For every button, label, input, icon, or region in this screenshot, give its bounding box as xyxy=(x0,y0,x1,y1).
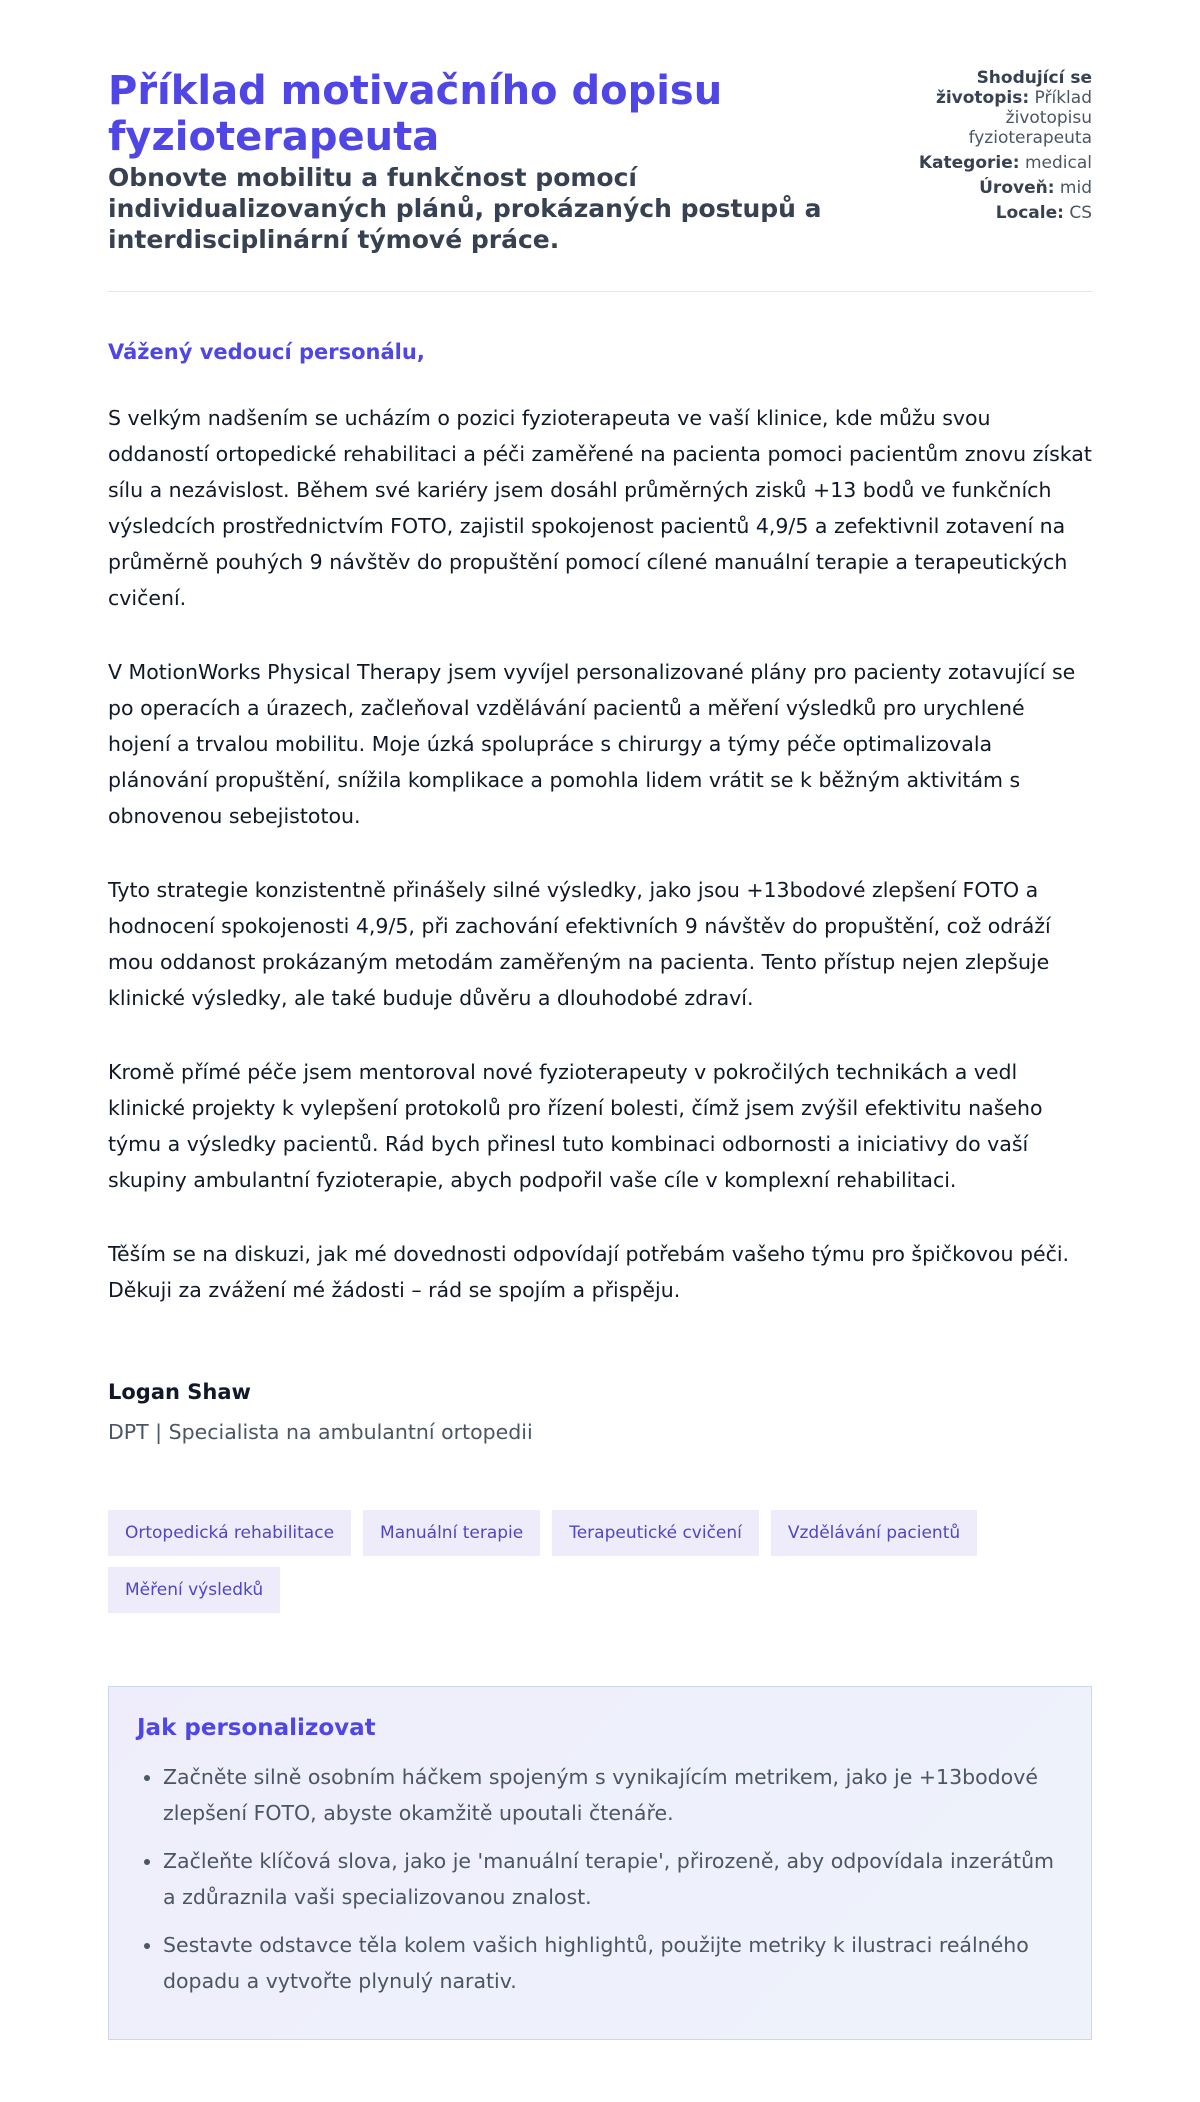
tip-item: • Sestavte odstavce těla kolem vašich highlightů, použijte metriky k ilustraci reálného dopadu a vytvořte plynulý narativ. xyxy=(163,1927,1063,1999)
signature-name: Logan Shaw xyxy=(108,1380,251,1404)
meta-level-value: mid xyxy=(1059,178,1092,198)
tip-item: • Začleňte klíčová slova, jako je 'manuální terapie', přirozeně, aby odpovídala inzerátům a zdůraznila vaši specializovanou znalost. xyxy=(163,1843,1063,1915)
letter-paragraph: V MotionWorks Physical Therapy jsem vyvíjel personalizované plány pro pacienty zotavující se po operacích a úrazech, začleňoval vzdělávání pacientů a měření výsledků pro urychlené hojení a trvalou mobilitu. Moje úzká spolupráce s chirurgy a týmy péče optimalizovala plánování propuštění, snížila komplikace a pomohla lidem vrátit se k běžným aktivitám s obnovenou sebejistotou. xyxy=(108,660,1076,828)
skill-tag: Vzdělávání pacientů xyxy=(771,1510,977,1556)
meta-category-label: Kategorie: xyxy=(918,153,1020,173)
title-block xyxy=(108,68,868,255)
meta-category-value: medical xyxy=(1024,153,1092,173)
meta-locale-value: CS xyxy=(1069,203,1092,223)
letter-paragraph: Těším se na diskuzi, jak mé dovednosti odpovídají potřebám vašeho týmu pro špičkovou péči. Děkuji za zvážení mé žádosti – rád se spojím a přispěju. xyxy=(108,1242,1070,1302)
page-subtitle: Obnovte mobilitu a funkčnost pomocí individualizovaných plánů, prokázaných postupů a interdisciplinární týmové práce. xyxy=(108,163,822,254)
letter-greeting: Vážený vedoucí personálu, xyxy=(108,340,425,364)
meta-level xyxy=(892,178,1092,198)
meta-resume-value: Příklad životopisu fyzioterapeuta xyxy=(968,88,1092,148)
meta-locale xyxy=(892,203,1092,223)
letter-paragraph: Tyto strategie konzistentně přinášely silné výsledky, jako jsou +13bodové zlepšení FOTO a hodnocení spokojenosti 4,9/5, při zachování efektivních 9 návštěv do propuštění, což odráží mou oddanost prokázaným metodám zaměřeným na pacienta. Tento přístup nejen zlepšuje klinické výsledky, ale také buduje důvěru a dlouhodobé zdraví. xyxy=(108,878,1051,1010)
meta-level-label: Úroveň: xyxy=(979,178,1055,198)
meta-resume-label: Shodující se životopis: xyxy=(935,68,1092,108)
header-divider xyxy=(108,291,1092,292)
page-title: Příklad motivačního dopisu fyzioterapeuta xyxy=(108,68,723,160)
skill-tags xyxy=(108,1510,1098,1613)
signature-title: DPT | Specialista na ambulantní ortopedii xyxy=(108,1420,533,1444)
meta-category xyxy=(892,153,1092,173)
meta-panel xyxy=(892,68,1092,228)
header xyxy=(108,68,1092,255)
letter-paragraph: S velkým nadšením se ucházím o pozici fyzioterapeuta ve vaší klinice, kde můžu svou oddaností ortopedické rehabilitaci a péči zaměřené na pacienta pomoci pacientům znovu získat sílu a nezávislost. Během své kariéry jsem dosáhl průměrných zisků +13 bodů ve funkčních výsledcích prostřednictvím FOTO, zajistil spokojenost pacientů 4,9/5 a zefektivnil zotavení na průměrně pouhých 9 návštěv do propuštění pomocí cílené manuální terapie a terapeutických cvičení. xyxy=(108,406,1092,610)
tips-title: Jak personalizovat xyxy=(137,1715,376,1741)
letter-paragraph: Kromě přímé péče jsem mentoroval nové fyzioterapeuty v pokročilých technikách a vedl klinické projekty k vylepšení protokolů pro řízení bolesti, čímž jsem zvýšil efektivitu našeho týmu a výsledky pacientů. Rád bych přinesl tuto kombinaci odbornosti a iniciativy do vaší skupiny ambulantní fyzioterapie, abych podpořil vaše cíle v komplexní rehabilitaci. xyxy=(108,1060,1043,1192)
skill-tag: Terapeutické cvičení xyxy=(552,1510,759,1556)
meta-locale-label: Locale: xyxy=(995,203,1064,223)
skill-tag: Manuální terapie xyxy=(363,1510,540,1556)
personalize-tips-box xyxy=(108,1686,1092,2040)
tip-item: • Začněte silně osobním háčkem spojeným s vynikajícím metrikem, jako je +13bodové zlepšení FOTO, abyste okamžitě upoutali čtenáře. xyxy=(163,1759,1063,1831)
skill-tag: Měření výsledků xyxy=(108,1567,280,1613)
meta-resume xyxy=(892,68,1092,148)
tips-list xyxy=(137,1759,1063,1999)
skill-tag: Ortopedická rehabilitace xyxy=(108,1510,351,1556)
